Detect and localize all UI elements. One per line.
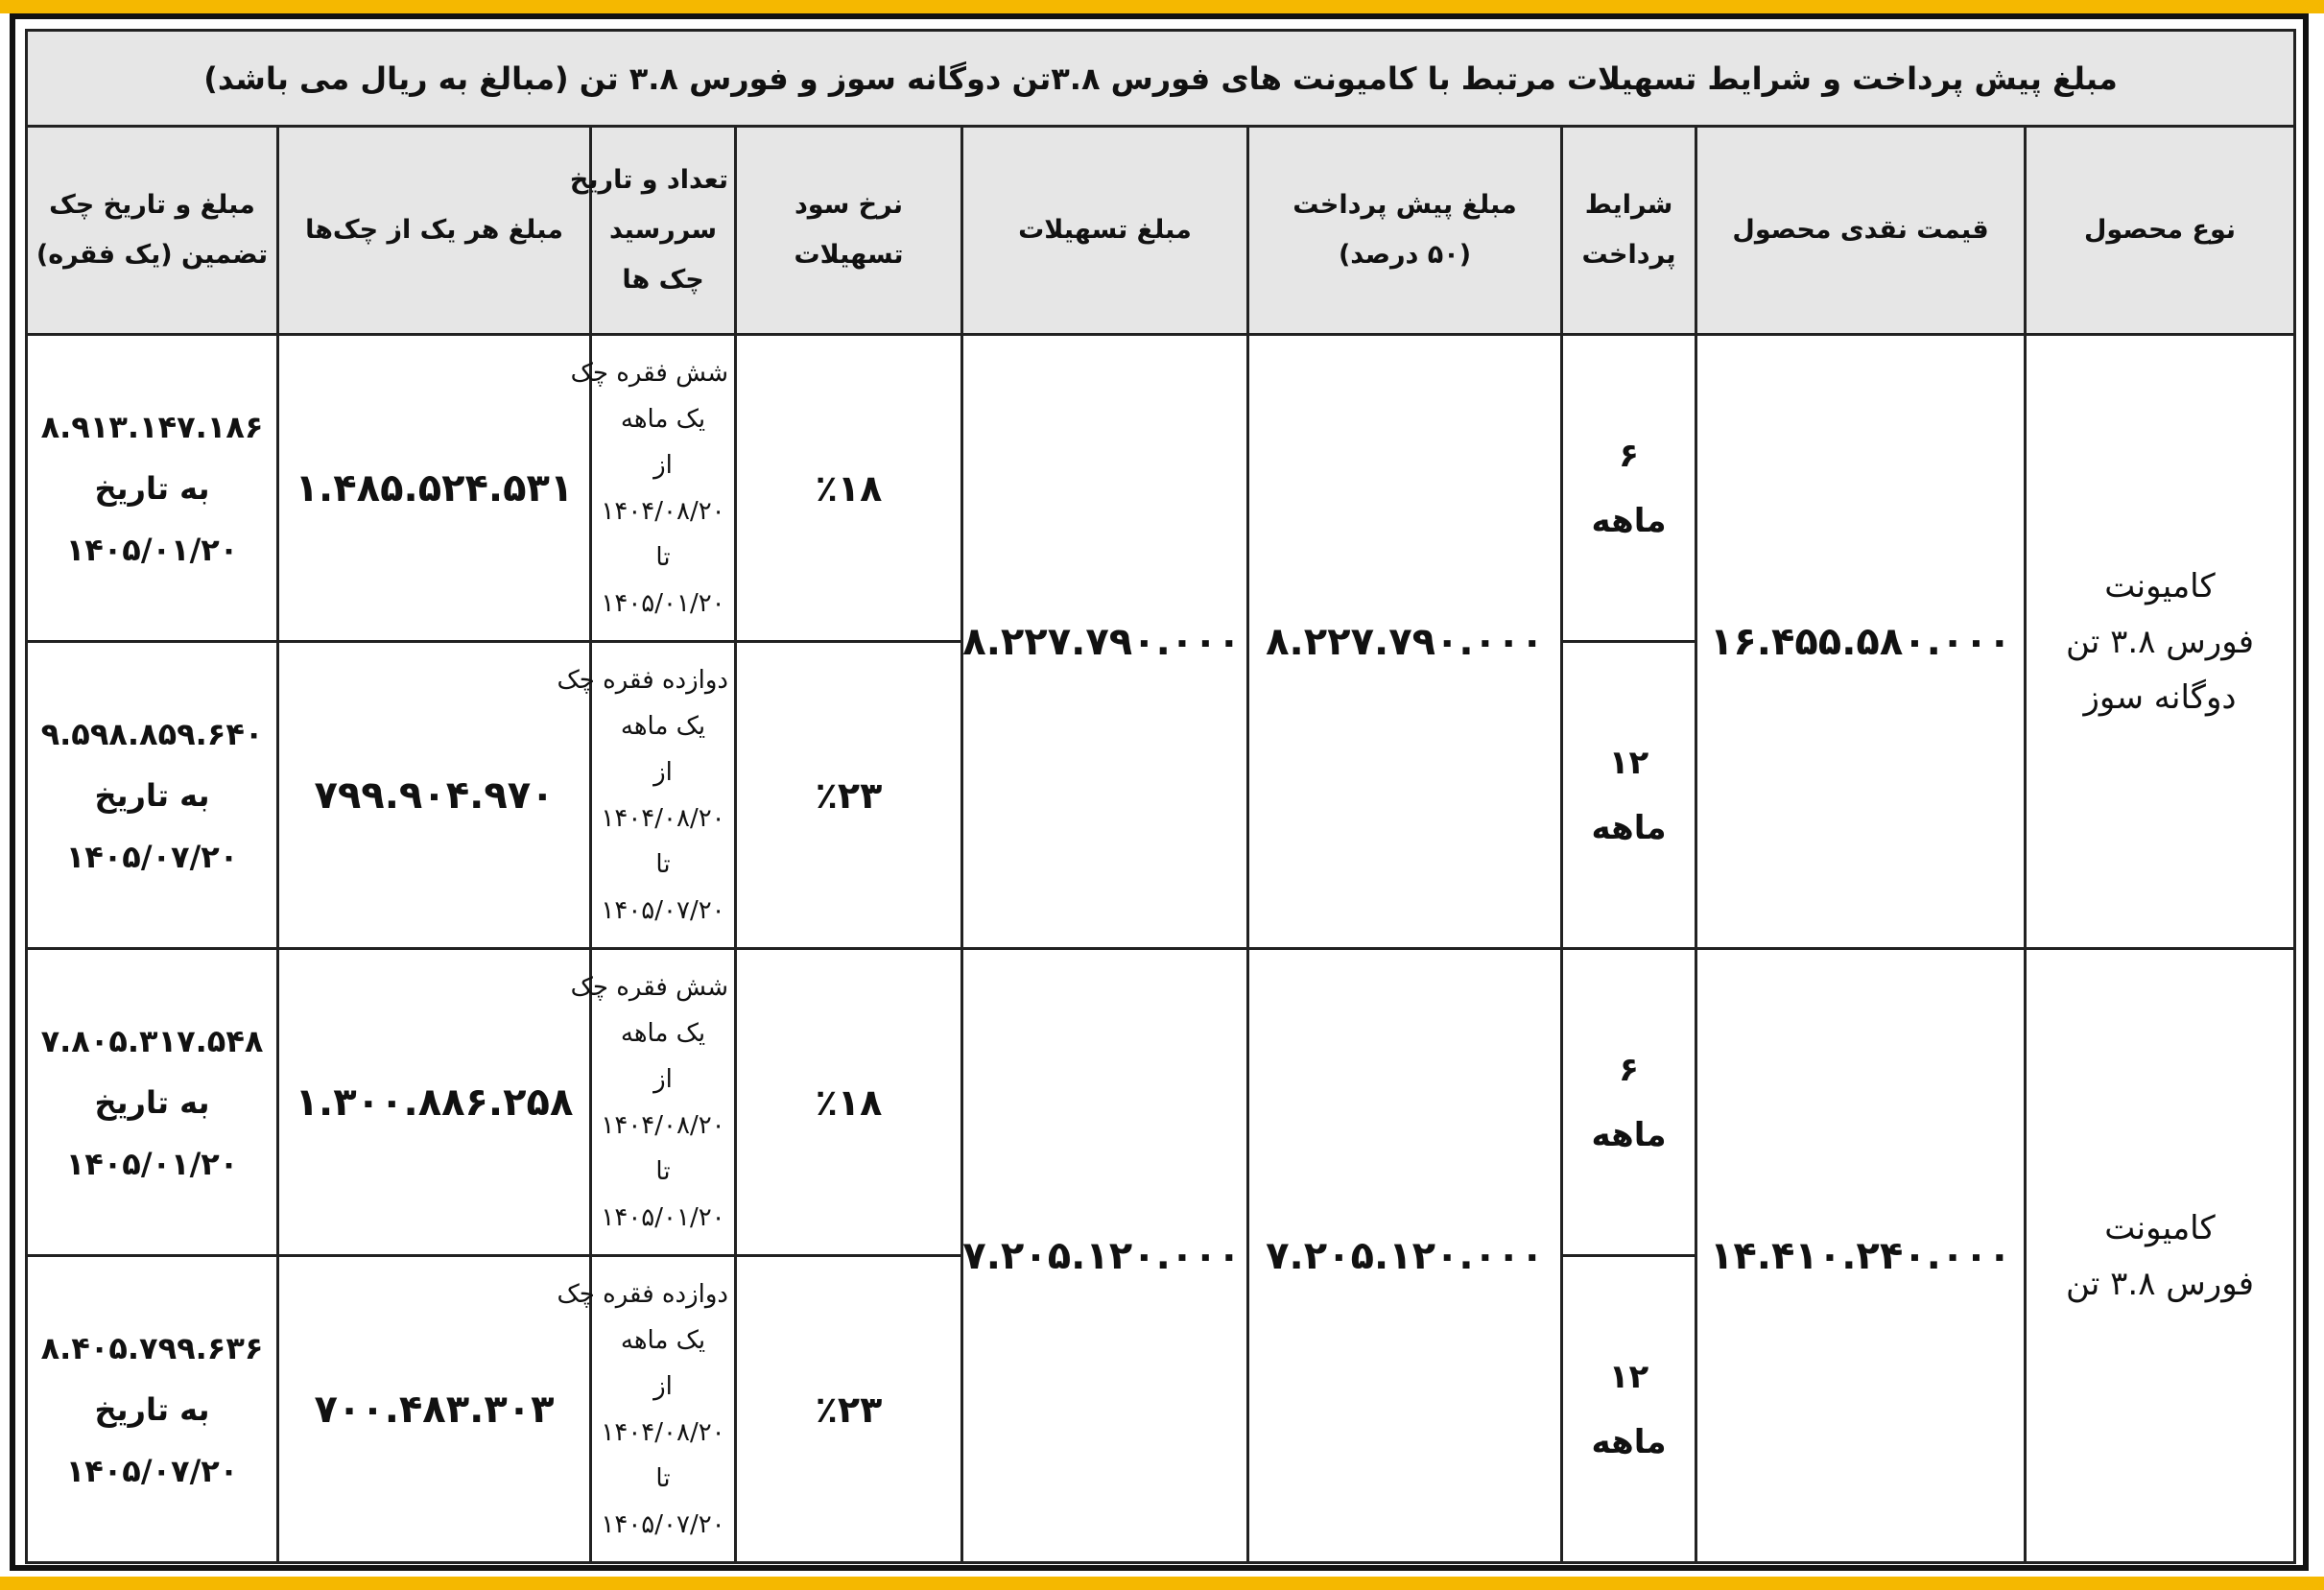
guarantee-amount: ۸.۹۱۳.۱۴۷.۱۸۶ [40, 408, 264, 445]
cheque-to-date: ۱۴۰۵/۰۱/۲۰ [601, 588, 725, 618]
prepayment-value: ۸.۲۲۷.۷۹۰.۰۰۰ [1248, 335, 1562, 949]
per-cheque-value: ۱.۴۸۵.۵۲۴.۵۳۱ [278, 335, 591, 642]
payment-term [1562, 949, 1696, 1256]
guarantee-cheque [27, 949, 278, 1256]
cheque-schedule [570, 949, 736, 1256]
header-guarantee [27, 127, 278, 335]
cheque-schedule [570, 335, 736, 642]
cheque-from-label: از [653, 1371, 673, 1401]
cheque-from-date: ۱۴۰۴/۰۸/۲۰ [601, 803, 725, 833]
guarantee-date: ۱۴۰۵/۰۷/۲۰ [65, 838, 239, 875]
interest-rate-value: ٪۲۳ [736, 642, 962, 949]
bottom-accent-stripe [0, 1577, 2324, 1590]
guarantee-amount: ۹.۵۹۸.۸۵۹.۶۴۰ [40, 715, 264, 752]
cheque-interval: یک ماهه [620, 1018, 706, 1048]
header-prepayment [1248, 127, 1562, 335]
header-cheques [569, 127, 736, 335]
cheque-from-label: از [653, 1064, 673, 1094]
guarantee-date: ۱۴۰۵/۰۷/۲۰ [65, 1452, 239, 1489]
cheque-interval: یک ماهه [620, 1325, 706, 1355]
cheque-to-date: ۱۴۰۵/۰۱/۲۰ [601, 1202, 725, 1232]
header-guarantee-line1: مبلغ و تاریخ چک [49, 190, 255, 220]
header-product: نوع محصول [2026, 127, 2295, 335]
cash-price-value: ۱۴.۴۱۰.۲۴۰.۰۰۰ [1696, 949, 2026, 1563]
header-per-cheque: مبلغ هر یک از چک‌ها [278, 127, 591, 335]
facility-value: ۸.۲۲۷.۷۹۰.۰۰۰ [962, 335, 1248, 949]
guarantee-cheque [27, 1256, 278, 1563]
header-cheques-line3: چک ها [622, 265, 704, 295]
guarantee-amount: ۷.۸۰۵.۳۱۷.۵۴۸ [40, 1022, 264, 1059]
product-name-line2: فورس ۳.۸ تن [2065, 622, 2255, 661]
payment-term [1562, 1256, 1696, 1563]
interest-rate-value: ٪۱۸ [736, 335, 962, 642]
cheque-to-label: تا [655, 1156, 671, 1186]
header-cheques-line1: تعداد و تاریخ [569, 165, 729, 195]
header-payment-terms [1562, 127, 1696, 335]
header-prepayment-line1: مبلغ پیش پرداخت [1292, 190, 1517, 220]
term-unit: ماهه [1591, 1115, 1667, 1154]
header-rate-line1: نرخ سود [794, 190, 904, 220]
cash-price-value: ۱۶.۴۵۵.۵۸۰.۰۰۰ [1696, 335, 2026, 949]
guarantee-date: ۱۴۰۵/۰۱/۲۰ [65, 531, 239, 568]
cheque-schedule [557, 1256, 736, 1563]
cheque-schedule [557, 642, 736, 949]
cheque-from-date: ۱۴۰۴/۰۸/۲۰ [601, 496, 725, 526]
cheque-from-label: از [653, 450, 673, 480]
prepayment-value: ۷.۲۰۵.۱۲۰.۰۰۰ [1248, 949, 1562, 1563]
guarantee-amount: ۸.۴۰۵.۷۹۹.۶۳۶ [40, 1329, 264, 1366]
term-months: ۱۲ [1608, 1357, 1649, 1396]
header-payment-terms-line1: شرایط [1584, 190, 1673, 220]
top-accent-stripe [0, 0, 2324, 13]
term-unit: ماهه [1591, 501, 1667, 540]
cheque-from-date: ۱۴۰۴/۰۸/۲۰ [601, 1110, 725, 1140]
cheque-from-date: ۱۴۰۴/۰۸/۲۰ [601, 1417, 725, 1447]
interest-rate-value: ٪۱۸ [736, 949, 962, 1256]
header-prepayment-line2: (۵۰ درصد) [1338, 240, 1472, 270]
cheque-to-date: ۱۴۰۵/۰۷/۲۰ [601, 895, 725, 925]
guarantee-date-label: به تاریخ [94, 776, 210, 814]
guarantee-date: ۱۴۰۵/۰۱/۲۰ [65, 1145, 239, 1182]
term-months: ۱۲ [1608, 743, 1649, 782]
cheque-to-label: تا [655, 849, 671, 879]
guarantee-cheque [27, 335, 278, 642]
facility-value: ۷.۲۰۵.۱۲۰.۰۰۰ [962, 949, 1248, 1563]
guarantee-cheque [27, 642, 278, 949]
guarantee-date-label: به تاریخ [94, 1083, 210, 1121]
cheque-count: دوازده فقره چک [557, 1279, 729, 1309]
header-interest-rate [736, 127, 962, 335]
payment-term [1562, 335, 1696, 642]
guarantee-date-label: به تاریخ [94, 1390, 210, 1428]
per-cheque-value: ۷۹۹.۹۰۴.۹۷۰ [278, 642, 591, 949]
cheque-to-date: ۱۴۰۵/۰۷/۲۰ [601, 1509, 725, 1539]
term-unit: ماهه [1591, 1422, 1667, 1461]
cheque-to-label: تا [655, 1463, 671, 1493]
cheque-count: شش فقره چک [570, 972, 729, 1002]
table-title: مبلغ پیش پرداخت و شرایط تسهیلات مرتبط با کامیونت های فورس ۳.۸تن دوگانه سوز و فورس ۳.۸ تن (مبالغ به ریال می باشد) [27, 31, 2295, 127]
pricing-table [25, 29, 2296, 1564]
term-unit: ماهه [1591, 808, 1667, 847]
table-frame [10, 13, 2309, 1571]
per-cheque-value: ۱.۳۰۰.۸۸۶.۲۵۸ [278, 949, 591, 1256]
cheque-to-label: تا [655, 542, 671, 572]
header-cash-price: قیمت نقدی محصول [1696, 127, 2026, 335]
cheque-from-label: از [653, 757, 673, 787]
header-row [27, 127, 2295, 335]
header-guarantee-line2: تضمین (یک فقره) [36, 240, 269, 270]
product-name-line1: کامیونت [2104, 566, 2216, 605]
term-months: ۶ [1619, 436, 1639, 475]
payment-term [1562, 642, 1696, 949]
guarantee-date-label: به تاریخ [94, 469, 210, 507]
table-row [27, 949, 2295, 1256]
per-cheque-value: ۷۰۰.۴۸۳.۳۰۳ [278, 1256, 591, 1563]
cheque-count: دوازده فقره چک [557, 665, 729, 695]
product-name-line2: فورس ۳.۸ تن [2065, 1264, 2255, 1303]
header-payment-terms-line2: پرداخت [1581, 240, 1676, 270]
title-row [27, 31, 2295, 127]
table-row [27, 335, 2295, 642]
header-facility-amount: مبلغ تسهیلات [962, 127, 1248, 335]
product-name [2026, 949, 2295, 1563]
cheque-interval: یک ماهه [620, 404, 706, 434]
product-name-line3: دوگانه سوز [2083, 677, 2237, 717]
header-rate-line2: تسهیلات [794, 240, 904, 270]
product-name-line1: کامیونت [2104, 1208, 2216, 1247]
cheque-interval: یک ماهه [620, 711, 706, 741]
cheque-count: شش فقره چک [570, 358, 729, 388]
interest-rate-value: ٪۲۳ [736, 1256, 962, 1563]
term-months: ۶ [1619, 1050, 1639, 1089]
header-cheques-line2: سررسید [608, 215, 718, 245]
product-name [2026, 335, 2295, 949]
